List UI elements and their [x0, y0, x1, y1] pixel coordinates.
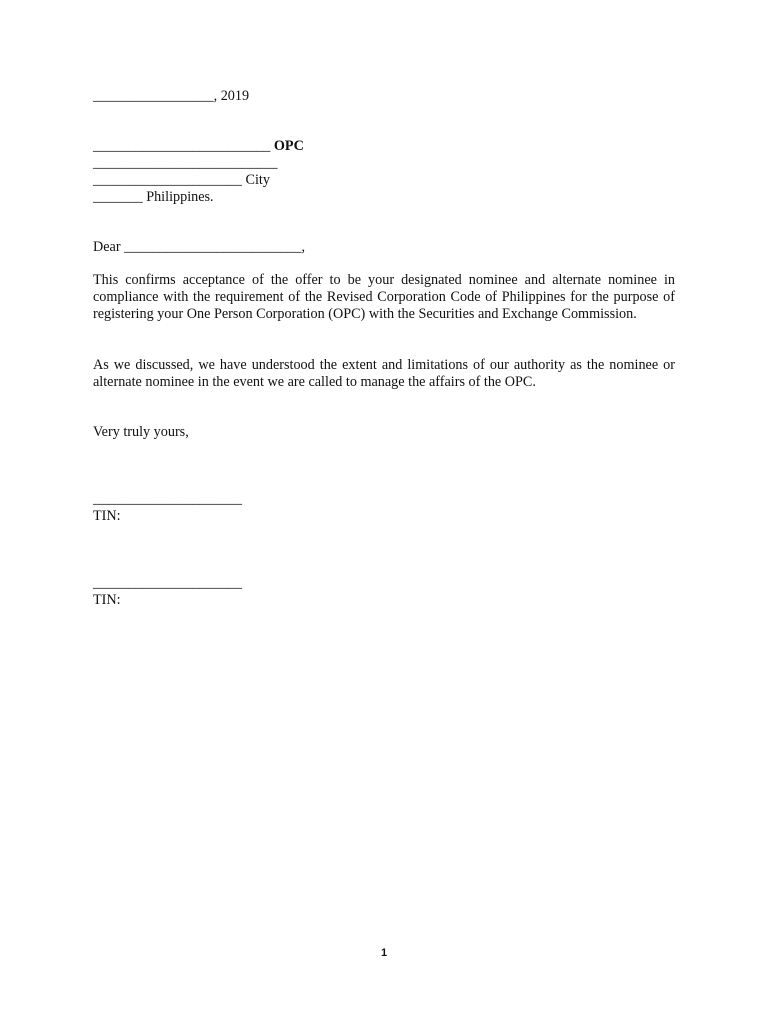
- body-paragraph-2: [93, 357, 675, 391]
- closing: Very truly yours,: [93, 424, 189, 440]
- body-paragraph-1: [93, 272, 675, 324]
- address-name-blank: _________________________: [93, 138, 274, 154]
- address-line-3: _____________________ City: [93, 172, 270, 188]
- tin-label-1: TIN:: [93, 508, 121, 524]
- paragraph-2-text: As we discussed, we have understood the extent and limitations of our authority as the nominee or alternate nominee in the event we are called to manage the affairs of the OPC.: [93, 357, 675, 391]
- address-opc-label: OPC: [273, 138, 304, 154]
- address-line-2: __________________________: [93, 155, 278, 171]
- signature-line-1: _____________________: [93, 491, 242, 507]
- page-number: 1: [380, 947, 388, 959]
- salutation: Dear _________________________,: [93, 239, 306, 255]
- signature-line-2: _____________________: [93, 575, 242, 591]
- date-line: _________________, 2019: [93, 88, 250, 104]
- tin-label-2: TIN:: [93, 592, 121, 608]
- paragraph-1-text: This confirms acceptance of the offer to be your designated nominee and alternate nominee in compliance with the requirement of the Revised Corporation Code of Philippines for the purpose of registering your One Person Corporation (OPC) with the Securities and Exchange Commission.: [93, 272, 675, 323]
- address-line-1: [93, 138, 304, 155]
- address-line-4: _______ Philippines.: [93, 189, 214, 205]
